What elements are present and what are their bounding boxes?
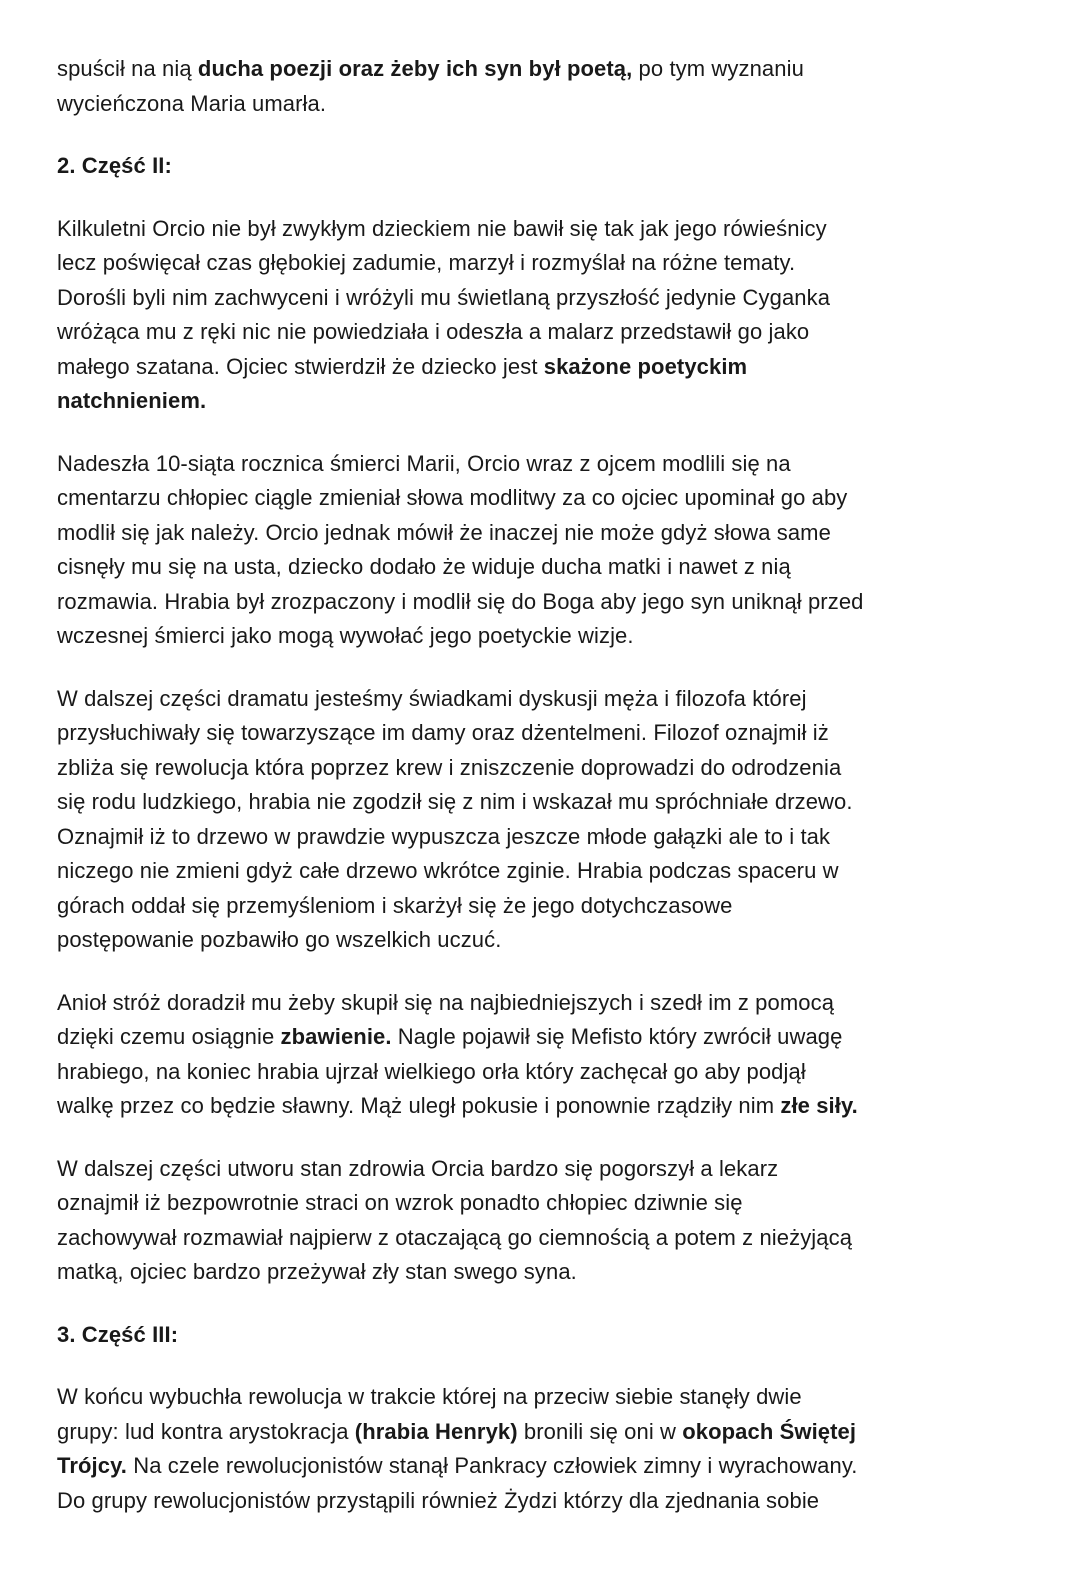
text-segment: się rodu ludzkiego, hrabia nie zgodził się z nim i wskazał mu spróchniałe drzewo.: [57, 789, 853, 814]
text-segment: zbliża się rewolucja która poprzez krew i zniszczenie doprowadzi do odrodzenia: [57, 754, 842, 780]
text-line: [57, 481, 1023, 516]
text-line: [57, 212, 1023, 247]
paragraph: [57, 1152, 1023, 1290]
document-body: [57, 52, 1023, 1518]
text-segment: grupy: lud kontra arystokracja: [57, 1418, 355, 1444]
text-segment: Dorośli byli nim zachwyceni i wróżyli mu świetlaną przyszłość jedynie Cyganka: [57, 284, 831, 310]
text-line: [57, 585, 1023, 620]
text-line: [57, 1484, 1023, 1519]
text-segment: niczego nie zmieni gdyż całe drzewo wkrótce zginie. Hrabia podczas spaceru w: [57, 858, 839, 883]
text-segment: Nagle pojawił się Mefisto który zwrócił uwagę: [391, 1024, 843, 1049]
text-line: [57, 889, 1023, 924]
text-segment: W końcu wybuchła rewolucja w trakcie której na przeciw siebie stanęły dwie: [57, 1384, 802, 1409]
text-segment: postępowanie pozbawiło go wszelkich uczuć.: [57, 927, 502, 952]
text-line: [57, 87, 1023, 122]
text-segment: wczesnej śmierci jako mogą wywołać jego poetyckie wizje.: [57, 623, 634, 648]
bold-text-segment: 3. Część III:: [57, 1321, 179, 1347]
text-line: [57, 785, 1023, 820]
paragraph: [57, 986, 1023, 1124]
paragraph: [57, 682, 1023, 958]
text-segment: spuścił na nią: [57, 56, 198, 81]
text-segment: Do grupy rewolucjonistów przystąpili również Żydzi którzy dla zjednania sobie: [57, 1487, 820, 1513]
paragraph: [57, 52, 1023, 121]
text-line: [57, 281, 1023, 316]
text-line: [57, 52, 1023, 87]
text-segment: walkę przez co będzie sławny. Mąż uległ pokusie i ponownie rządziły nim: [57, 1093, 781, 1118]
text-line: [57, 350, 1023, 385]
text-line: [57, 1186, 1023, 1221]
text-line: [57, 619, 1023, 654]
text-line: [57, 246, 1023, 281]
text-line: [57, 447, 1023, 482]
text-line: [57, 854, 1023, 889]
text-segment: bronili się oni w: [517, 1418, 683, 1444]
bold-text-segment: skażone poetyckim: [543, 353, 748, 379]
text-segment: Oznajmił iż to drzewo w prawdzie wypuszcza jeszcze młode gałązki ale to i tak: [57, 823, 831, 849]
text-line: [57, 1221, 1023, 1256]
bold-text-segment: okopach Świętej: [682, 1418, 857, 1444]
text-line: [57, 820, 1023, 855]
text-line: [57, 923, 1023, 958]
text-line: [57, 315, 1023, 350]
text-line: [57, 1089, 1023, 1124]
text-segment: cisnęły mu się na usta, dziecko dodało że widuje ducha matki i nawet z nią: [57, 554, 791, 579]
text-segment: Anioł stróż doradził mu żeby skupił się na najbiedniejszych i szedł im z pomocą: [57, 989, 835, 1015]
bold-text-segment: 2. Część II:: [57, 153, 172, 178]
bold-text-segment: Trójcy.: [57, 1453, 127, 1478]
text-line: [57, 1380, 1023, 1415]
text-segment: W dalszej części utworu stan zdrowia Orcia bardzo się pogorszył a lekarz: [57, 1155, 779, 1181]
bold-text-segment: zbawienie.: [280, 1024, 392, 1049]
text-segment: dzięki czemu osiągnie: [57, 1024, 281, 1049]
text-line: [57, 1152, 1023, 1187]
text-segment: W dalszej części dramatu jesteśmy świadkami dyskusji męża i filozofa której: [57, 685, 807, 711]
text-segment: wycieńczona Maria umarła.: [57, 90, 327, 116]
paragraph: [57, 212, 1023, 419]
text-line: [57, 1318, 1023, 1353]
bold-text-segment: (hrabia Henryk): [354, 1418, 518, 1444]
text-line: [57, 1449, 1023, 1484]
paragraph: [57, 1380, 1023, 1518]
text-line: [57, 716, 1023, 751]
text-line: [57, 1255, 1023, 1290]
text-line: [57, 149, 1023, 184]
bold-text-segment: natchnieniem.: [57, 388, 207, 413]
text-segment: wróżąca mu z ręki nic nie powiedziała i odeszła a malarz przedstawił go jako: [57, 319, 810, 344]
text-segment: zachowywał rozmawiał najpierw z otaczającą go ciemnością a potem z nieżyjącą: [57, 1224, 853, 1250]
text-segment: Kilkuletni Orcio nie był zwykłym dzieckiem nie bawił się tak jak jego rówieśnicy: [57, 215, 827, 241]
bold-text-segment: ducha poezji oraz żeby ich syn był poetą,: [197, 56, 633, 81]
text-segment: lecz poświęcał czas głębokiej zadumie, marzył i rozmyślał na różne tematy.: [57, 250, 796, 275]
text-segment: modlił się jak należy. Orcio jednak mówił że inaczej nie może gdyż słowa same: [57, 519, 831, 545]
text-segment: cmentarzu chłopiec ciągle zmieniał słowa modlitwy za co ojciec upominał go aby: [57, 485, 848, 510]
paragraph: [57, 447, 1023, 654]
text-segment: Nadeszła 10-siąta rocznica śmierci Marii, Orcio wraz z ojcem modlili się na: [57, 450, 791, 476]
section-heading: [57, 1318, 1023, 1353]
text-line: [57, 384, 1023, 419]
text-segment: małego szatana. Ojciec stwierdził że dziecko jest: [57, 353, 544, 379]
text-line: [57, 751, 1023, 786]
text-segment: przysłuchiwały się towarzyszące im damy oraz dżentelmeni. Filozof oznajmił iż: [57, 720, 829, 745]
text-segment: oznajmił iż bezpowrotnie straci on wzrok ponadto chłopiec dziwnie się: [57, 1190, 743, 1215]
text-segment: matką, ojciec bardzo przeżywał zły stan swego syna.: [57, 1259, 577, 1284]
text-segment: górach oddał się przemyśleniom i skarżył się że jego dotychczasowe: [57, 892, 733, 918]
text-line: [57, 1055, 1023, 1090]
text-segment: po tym wyznaniu: [632, 56, 804, 81]
text-line: [57, 1415, 1023, 1450]
text-line: [57, 1020, 1023, 1055]
text-line: [57, 550, 1023, 585]
text-segment: rozmawia. Hrabia był zrozpaczony i modlił się do Boga aby jego syn uniknął przed: [57, 588, 864, 614]
bold-text-segment: złe siły.: [780, 1093, 858, 1118]
text-segment: hrabiego, na koniec hrabia ujrzał wielkiego orła który zachęcał go aby podjął: [57, 1058, 806, 1084]
text-segment: Na czele rewolucjonistów stanął Pankracy człowiek zimny i wyrachowany.: [127, 1453, 858, 1478]
text-line: [57, 516, 1023, 551]
text-line: [57, 682, 1023, 717]
text-line: [57, 986, 1023, 1021]
section-heading: [57, 149, 1023, 184]
